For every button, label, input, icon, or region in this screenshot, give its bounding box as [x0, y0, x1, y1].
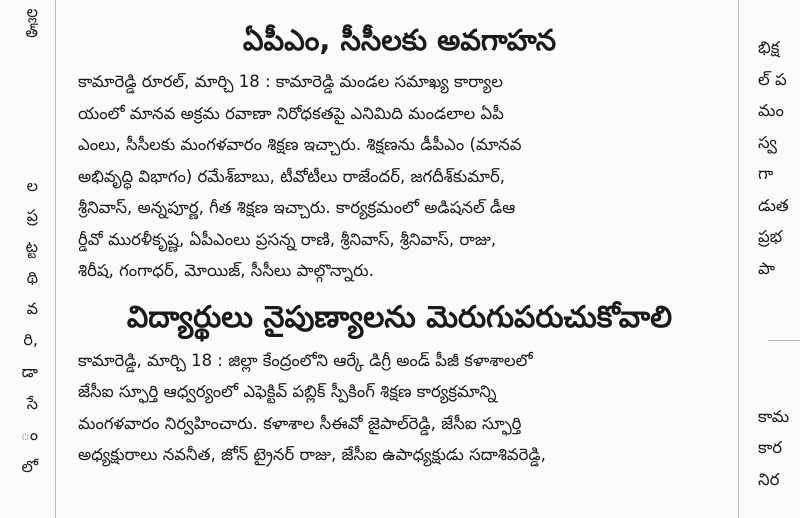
right-fragment: మం: [758, 101, 784, 120]
left-fragment: ల్ల: [26, 2, 38, 21]
article2-body: [72, 345, 727, 471]
column-divider-right: [738, 0, 739, 518]
article1-line: అభివృద్ధి విభాగం) రమేశ్‌బాబు, టీవోటీలు రాజేందర్, జగదీశ్‌కుమార్,: [78, 166, 505, 186]
left-fragment: ట్ట: [25, 237, 38, 256]
left-fragment: ప్ర: [26, 206, 38, 225]
right-fragment: గా: [758, 164, 774, 183]
right-fragment: ల్ ప: [758, 70, 787, 89]
right-fragment: నిర: [758, 470, 780, 489]
left-fragment: సే: [26, 394, 38, 413]
article1-headline: ఏపీఎం, సీసీలకు అవగాహన: [242, 23, 557, 57]
article2-line: కామారెడ్డి, మార్చి 18 : జిల్లా కేంద్రంలోని ఆర్కే డిగ్రీ అండ్ పీజీ కళాశాలలో: [78, 350, 533, 370]
left-fragment: రి,: [23, 330, 38, 349]
right-fragment: భిక్ష: [758, 38, 780, 57]
article1-line: ర్డీవో మురళీకృష్ణ, ఏపీఎంలు ప్రసన్న రాణి, శ్రీనివాస్, శ్రీనివాస్, రాజు,: [78, 229, 497, 249]
left-fragment: ం: [20, 425, 38, 444]
main-column: [72, 0, 727, 518]
column-divider-left: [55, 0, 56, 518]
right-fragment: ప్రభ: [758, 227, 783, 246]
article1-line: యంలో మానవ అక్రమ రవాణా నిరోధకతపై ఎనిమిది మండలాల ఏపీ: [78, 103, 504, 123]
section-divider: [768, 340, 800, 341]
left-fragment: డా: [21, 362, 38, 381]
left-fragment: ల: [26, 176, 38, 195]
article1-line: ఎంలు, సీసీలకు మంగళవారం శిక్షణ ఇచ్చారు. శిక్షణను డీపీఎం (మానవ: [78, 135, 522, 154]
left-fragment: థి: [26, 268, 38, 287]
left-column-fragments: [0, 0, 46, 518]
right-fragment: స్వ: [758, 133, 777, 152]
right-fragment: పా: [758, 259, 776, 278]
left-fragment: వ: [26, 299, 38, 318]
right-column-fragments: [750, 0, 800, 518]
right-fragment: కార: [758, 438, 783, 457]
left-fragment: త్: [25, 22, 38, 41]
right-fragment: డుత: [758, 196, 789, 215]
article1-line: కామారెడ్డి రూరల్, మార్చి 18 : కామారెడ్డి మండల సమాఖ్య కార్యాల: [78, 72, 503, 91]
article1-body: [72, 66, 727, 287]
article2-headline: విద్యార్థులు నైపుణ్యాలను మెరుగుపరుచుకోవాలి: [126, 299, 673, 335]
left-fragment: లో: [21, 457, 38, 476]
article2-line: జేసీఐ స్ఫూర్తి ఆధ్వర్యంలో ఎఫెక్టివ్ పబ్లిక్ స్పీకింగ్ శిక్షణ కార్యక్రమాన్ని: [78, 382, 497, 401]
article2-line: అధ్యక్షురాలు నవనీత, జోన్ ట్రైనర్ రాజు, జేసీఐ ఉపాధ్యక్షుడు సదాశివరెడ్డి,: [78, 445, 546, 464]
right-fragment: కామ: [758, 407, 790, 426]
article2-line: మంగళవారం నిర్వహించారు. కళాశాల సీఈవో జైపాల్‌రెడ్డి, జేసీఐ స్ఫూర్తి: [78, 413, 522, 433]
article1-line: శ్రీనివాస్, అన్నపూర్ణ, గీత శిక్షణ ఇచ్చారు. కార్యక్రమంలో అడిషనల్ డీఆ: [78, 198, 516, 217]
article1-line: శిరీష, గంగాధర్, మోయిజ్, సీసీలు పాల్గొన్నారు.: [78, 261, 374, 280]
